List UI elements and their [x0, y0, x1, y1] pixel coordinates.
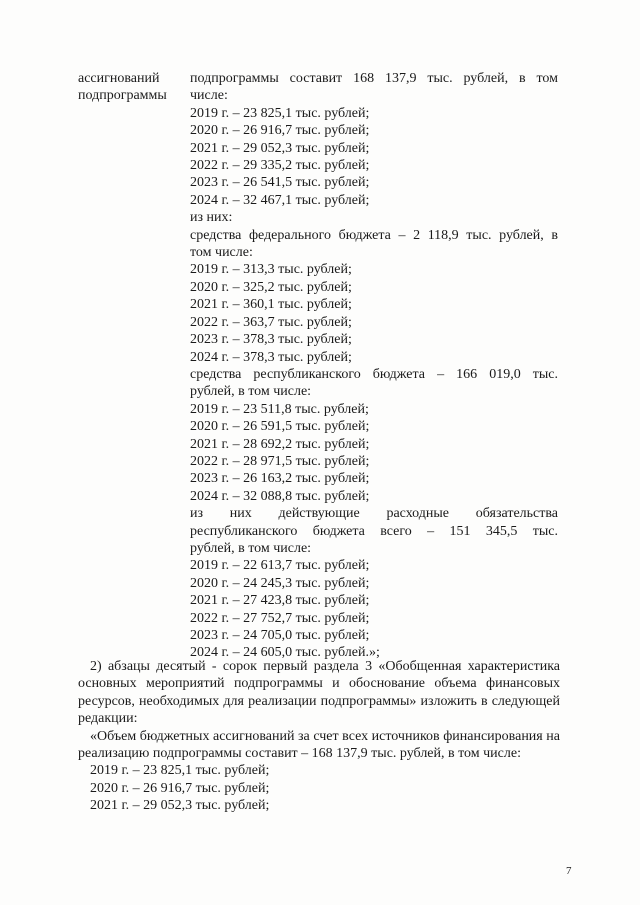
year-line: 2019 г. – 23 825,1 тыс. рублей;	[90, 763, 270, 779]
year-line: 2023 г. – 378,3 тыс. рублей;	[190, 332, 352, 348]
year-line: 2022 г. – 27 752,7 тыс. рублей;	[190, 610, 370, 626]
left-label-line: подпрограммы	[78, 88, 167, 104]
total-intro-line: подпрограммы составит 168 137,9 тыс. рублей, в том	[190, 71, 558, 86]
year-line: 2021 г. – 28 692,2 тыс. рублей;	[190, 436, 370, 452]
year-line: 2021 г. – 27 423,8 тыс. рублей;	[190, 593, 370, 609]
year-line: 2021 г. – 29 052,3 тыс. рублей;	[190, 140, 370, 156]
year-line: 2024 г. – 24 605,0 тыс. рублей.»;	[190, 645, 380, 661]
active-intro-line: из них действующие расходные обязательства	[190, 506, 558, 522]
year-line: 2021 г. – 29 052,3 тыс. рублей;	[90, 798, 270, 814]
year-line: 2022 г. – 363,7 тыс. рублей;	[190, 314, 352, 330]
republic-intro-line: рублей, в том числе:	[190, 384, 312, 400]
year-line: 2022 г. – 28 971,5 тыс. рублей;	[190, 453, 370, 469]
year-line: 2021 г. – 360,1 тыс. рублей;	[190, 297, 352, 313]
volume-paragraph: «Объем бюджетных ассигнований за счет всех источников финансирования на реализацию подпрограммы составит – 168 137,9 тыс. рублей, в том числе:	[78, 728, 560, 762]
active-intro-line: рублей, в том числе:	[190, 540, 312, 556]
year-line: 2022 г. – 29 335,2 тыс. рублей;	[190, 158, 370, 174]
table-right-column	[190, 70, 558, 662]
year-line: 2020 г. – 325,2 тыс. рублей;	[190, 279, 352, 295]
body-text	[78, 658, 560, 815]
year-line: 2020 г. – 26 591,5 тыс. рублей;	[190, 419, 370, 435]
iz-nih-line: из них:	[190, 210, 233, 226]
total-intro-line: числе:	[190, 88, 228, 104]
year-line: 2020 г. – 24 245,3 тыс. рублей;	[190, 575, 370, 591]
year-line: 2020 г. – 26 916,7 тыс. рублей;	[190, 123, 370, 139]
year-line: 2023 г. – 26 163,2 тыс. рублей;	[190, 471, 370, 487]
year-line: 2024 г. – 32 467,1 тыс. рублей;	[190, 192, 370, 208]
federal-intro-line: том числе:	[190, 245, 253, 261]
year-line: 2019 г. – 22 613,7 тыс. рублей;	[190, 558, 370, 574]
year-line: 2023 г. – 24 705,0 тыс. рублей;	[190, 628, 370, 643]
table-left-column	[78, 70, 188, 105]
active-intro-line: республиканского бюджета всего – 151 345,5 тыс.	[190, 523, 558, 539]
year-line: 2019 г. – 313,3 тыс. рублей;	[190, 262, 352, 278]
year-line: 2019 г. – 23 511,8 тыс. рублей;	[190, 401, 369, 417]
year-line: 2024 г. – 32 088,8 тыс. рублей;	[190, 488, 370, 504]
amendment-paragraph: 2) абзацы десятый - сорок первый раздела 3 «Обобщенная характеристика основных мероприятий подпрограммы и обоснование объема финансовых ресурсов, необходимых для реализации подпрограммы» изложить в следующей редакции:	[78, 659, 560, 727]
year-line: 2020 г. – 26 916,7 тыс. рублей;	[90, 780, 270, 796]
year-line: 2023 г. – 26 541,5 тыс. рублей;	[190, 175, 370, 191]
year-line: 2019 г. – 23 825,1 тыс. рублей;	[190, 105, 370, 121]
federal-intro-line: средства федерального бюджета – 2 118,9 тыс. рублей, в	[190, 227, 558, 243]
republic-intro-line: средства республиканского бюджета – 166 019,0 тыс.	[190, 366, 558, 382]
page-number: 7	[566, 865, 572, 877]
year-line: 2024 г. – 378,3 тыс. рублей;	[190, 349, 352, 365]
left-label-line: ассигнований	[78, 71, 160, 86]
